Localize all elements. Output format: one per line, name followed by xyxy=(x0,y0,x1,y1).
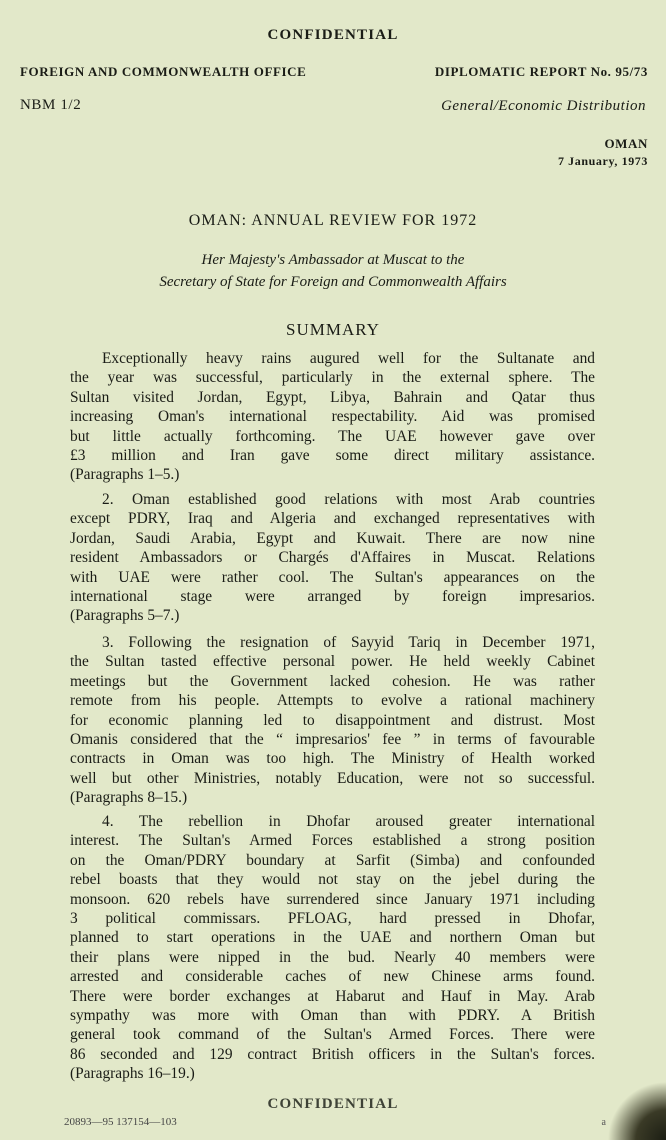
paragraph-line: Jordan, Saudi Arabia, Egypt and Kuwait. There are now nine xyxy=(70,529,595,547)
paragraph-line: remote from his people. Attempts to evolve a rational machinery xyxy=(70,692,595,710)
paragraph-line: monsoon. 620 rebels have surrendered since January 1971 including xyxy=(70,890,595,908)
paragraph-line: 86 seconded and 129 contract British officers in the Sultan's forces. xyxy=(70,1045,595,1063)
print-code: 20893—95 137154—103 xyxy=(64,1116,177,1128)
paragraph-line: 2. Oman established good relations with most Arab countries xyxy=(102,491,595,508)
paragraph-line: international stage were arranged by foreign impresarios. xyxy=(70,587,595,605)
report-date: 7 January, 1973 xyxy=(557,154,648,168)
paragraph-line: but little actually forthcoming. The UAE however gave over xyxy=(70,427,595,445)
paragraph-line: contracts in Oman was too high. The Ministry of Health worked xyxy=(70,750,595,768)
paragraph-line: 3 political commissars. PFLOAG, hard pressed in Dhofar, xyxy=(70,909,595,927)
subtitle-line-2: Secretary of State for Foreign and Commonwealth Affairs xyxy=(159,274,507,290)
paragraph-line: (Paragraphs 16–19.) xyxy=(70,1065,195,1083)
office-name: FOREIGN AND COMMONWEALTH OFFICE xyxy=(20,64,307,79)
paragraph-line: (Paragraphs 8–15.) xyxy=(70,789,188,807)
paragraph-line: well but other Ministries, notably Education, were not so successful. xyxy=(70,769,595,787)
paragraph-line: on the Oman/PDRY boundary at Sarfit (Simba) and confounded xyxy=(70,851,595,869)
paragraph-line: except PDRY, Iraq and Algeria and exchanged representatives with xyxy=(70,510,595,528)
summary-heading: SUMMARY xyxy=(286,320,380,339)
summary-paragraph-2 xyxy=(70,490,595,626)
subtitle-line-1: Her Majesty's Ambassador at Muscat to the xyxy=(201,252,465,268)
paragraph-line: (Paragraphs 1–5.) xyxy=(70,466,180,484)
classification-header: CONFIDENTIAL xyxy=(267,27,399,43)
paragraph-line: There were border exchanges at Habarut and Hauf in May. Arab xyxy=(70,987,595,1005)
summary-paragraph-1 xyxy=(70,349,595,485)
paragraph-line: (Paragraphs 5–7.) xyxy=(70,607,180,625)
paragraph-line: 4. The rebellion in Dhofar aroused greater international xyxy=(102,813,595,830)
paragraph-line: their plans were nipped in the bud. Nearly 40 members were xyxy=(70,948,595,966)
paragraph-line: the year was successful, particularly in the external sphere. The xyxy=(70,369,595,387)
page-corner-shadow xyxy=(606,1080,666,1140)
distribution-label: General/Economic Distribution xyxy=(441,98,646,114)
paragraph-line: arrested and considerable caches of new Chinese arms found. xyxy=(70,968,595,986)
paragraph-line: resident Ambassadors or Chargés d'Affaires in Muscat. Relations xyxy=(70,549,595,567)
paragraph-line: interest. The Sultan's Armed Forces established a strong position xyxy=(70,832,595,850)
paragraph-line: sympathy was more with Oman than with PDRY. A British xyxy=(70,1006,595,1024)
paragraph-line: for economic planning led to disappointment and distrust. Most xyxy=(70,711,595,729)
paragraph-line: 3. Following the resignation of Sayyid Tariq in December 1971, xyxy=(102,634,595,651)
classification-footer: CONFIDENTIAL xyxy=(267,1096,399,1112)
reference-code: NBM 1/2 xyxy=(20,97,82,113)
paragraph-line: general took command of the Sultan's Armed Forces. There were xyxy=(70,1026,595,1044)
paragraph-line: £3 million and Iran gave some direct military assistance. xyxy=(70,446,595,464)
report-title: OMAN: ANNUAL REVIEW FOR 1972 xyxy=(188,212,478,229)
paragraph-line: Exceptionally heavy rains augured well for the Sultanate and xyxy=(102,350,595,367)
paragraph-line: planned to start operations in the UAE and northern Oman but xyxy=(70,929,595,947)
country-label: OMAN xyxy=(604,136,648,151)
paragraph-line: rebel boasts that they would not stay on the jebel during the xyxy=(70,871,595,889)
paragraph-line: Omanis considered that the “ impresarios' fee ” in terms of favourable xyxy=(70,730,595,748)
report-number: DIPLOMATIC REPORT No. 95/73 xyxy=(434,64,648,79)
paragraph-line: meetings but the Government lacked cohesion. He was rather xyxy=(70,672,595,690)
paragraph-line: increasing Oman's international respectability. Aid was promised xyxy=(70,408,595,426)
summary-paragraph-3 xyxy=(70,633,595,808)
summary-paragraph-4 xyxy=(70,812,595,1083)
paragraph-line: the Sultan tasted effective personal power. He held weekly Cabinet xyxy=(70,653,595,671)
paragraph-line: with UAE were rather cool. The Sultan's appearances on the xyxy=(70,568,595,586)
paragraph-line: Sultan visited Jordan, Egypt, Libya, Bahrain and Qatar thus xyxy=(70,388,595,406)
footer-mark: a xyxy=(601,1117,606,1128)
